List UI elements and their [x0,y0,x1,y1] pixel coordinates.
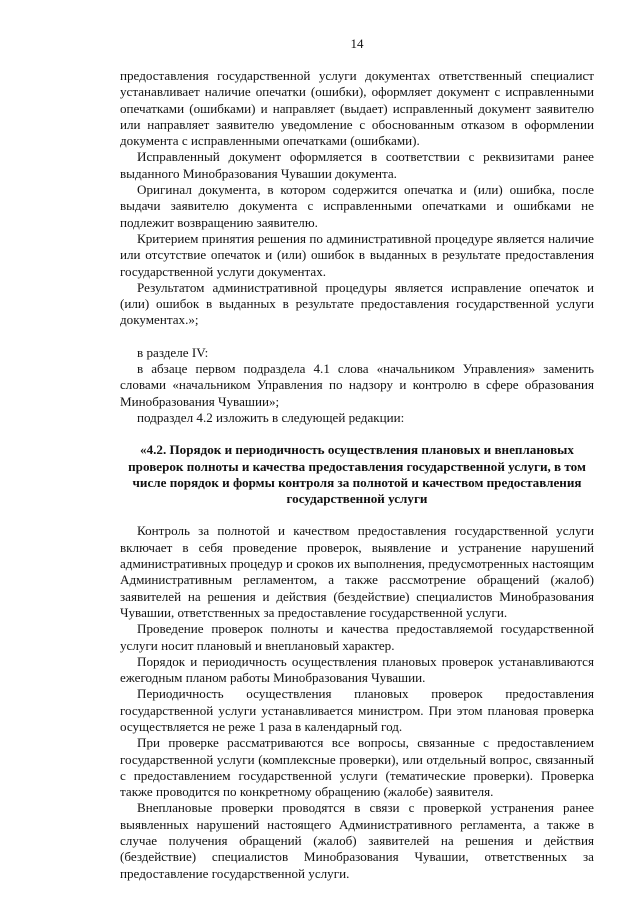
paragraph: Проведение проверок полноты и качества предоставляемой государственной услуги носит плановый и внеплановый характер. [120,621,594,653]
paragraph: Критерием принятия решения по административной процедуре является наличие или отсутствие опечаток и (или) ошибок в выданных в результате предоставления государственной услуги документах. [120,230,594,279]
paragraph: в абзаце первом подраздела 4.1 слова «начальником Управления» заменить словами «начальником Управления по надзору и контролю в сфере образования Минобразования Чувашии»; [120,361,594,409]
paragraph: Порядок и периодичность осуществления плановых проверок устанавливаются ежегодным планом работы Минобразования Чувашии. [120,653,594,686]
paragraph: Внеплановые проверки проводятся в связи с проверкой устранения ранее выявленных нарушений настоящего Административного регламента, а также в случае получения обращений (жалоб) заявителей на решения и действия (бездействие) специалистов Минобразования Чувашии, ответственных за предоставление государственной услуги. [120,800,594,881]
paragraph: предоставления государственной услуги документах ответственный специалист устанавливает наличие опечатки (ошибки), оформляет документ с исправленными опечатками (ошибками) и направляет (выдает) исправленный документ заявителю или направляет заявителю уведомление с обоснованным отказом в оформлении документа с исправленными опечатками (ошибками). [120,68,594,149]
paragraph: в разделе IV: [137,344,209,360]
section-heading: «4.2. Порядок и периодичность осуществления плановых и внеплановых проверок полноты и качества предоставления государственной услуги, в том числе порядок и формы контроля за полнотой и качеством предоставления государственной услуги [128,442,586,507]
blank-line [120,329,594,345]
paragraph: подраздел 4.2 изложить в следующей редакции: [137,409,405,425]
document-body [120,68,594,882]
paragraph: Периодичность осуществления плановых проверок предоставления государственной услуги устанавливается министром. При этом плановая проверка осуществляется не реже 1 раза в календарный год. [120,686,594,734]
paragraph: При проверке рассматриваются все вопросы, связанные с предоставлением государственной услуги (комплексные проверки), или отдельный вопрос, связанный с предоставлением государственной услуги (тематические проверки). Проверка также проводится по конкретному обращению (жалобе) заявителя. [120,735,594,800]
paragraph: Исправленный документ оформляется в соответствии с реквизитами ранее выданного Минобразования Чувашии документа. [120,149,594,181]
blank-line [120,507,594,523]
paragraph: Контроль за полнотой и качеством предоставления государственной услуги включает в себя проведение проверок, выявление и устранение нарушений административных процедур и сроков их выполнения, предусмотренных настоящим Административным регламентом, а также рассмотрение обращений (жалоб) заявителей на решения и действия (бездействие) специалистов Минобразования Чувашии, ответственных за предоставление государственной услуги. [120,523,594,620]
paragraph: Результатом административной процедуры является исправление опечаток и (или) ошибок в выданных в результате предоставления государственной услуги документах.»; [120,279,594,328]
blank-line [120,426,594,442]
page-number: 14 [350,36,364,51]
paragraph: Оригинал документа, в котором содержится опечатка и (или) ошибка, после выдачи заявителю документа с исправленными опечатками и ошибками не подлежит возвращению заявителю. [120,182,594,230]
